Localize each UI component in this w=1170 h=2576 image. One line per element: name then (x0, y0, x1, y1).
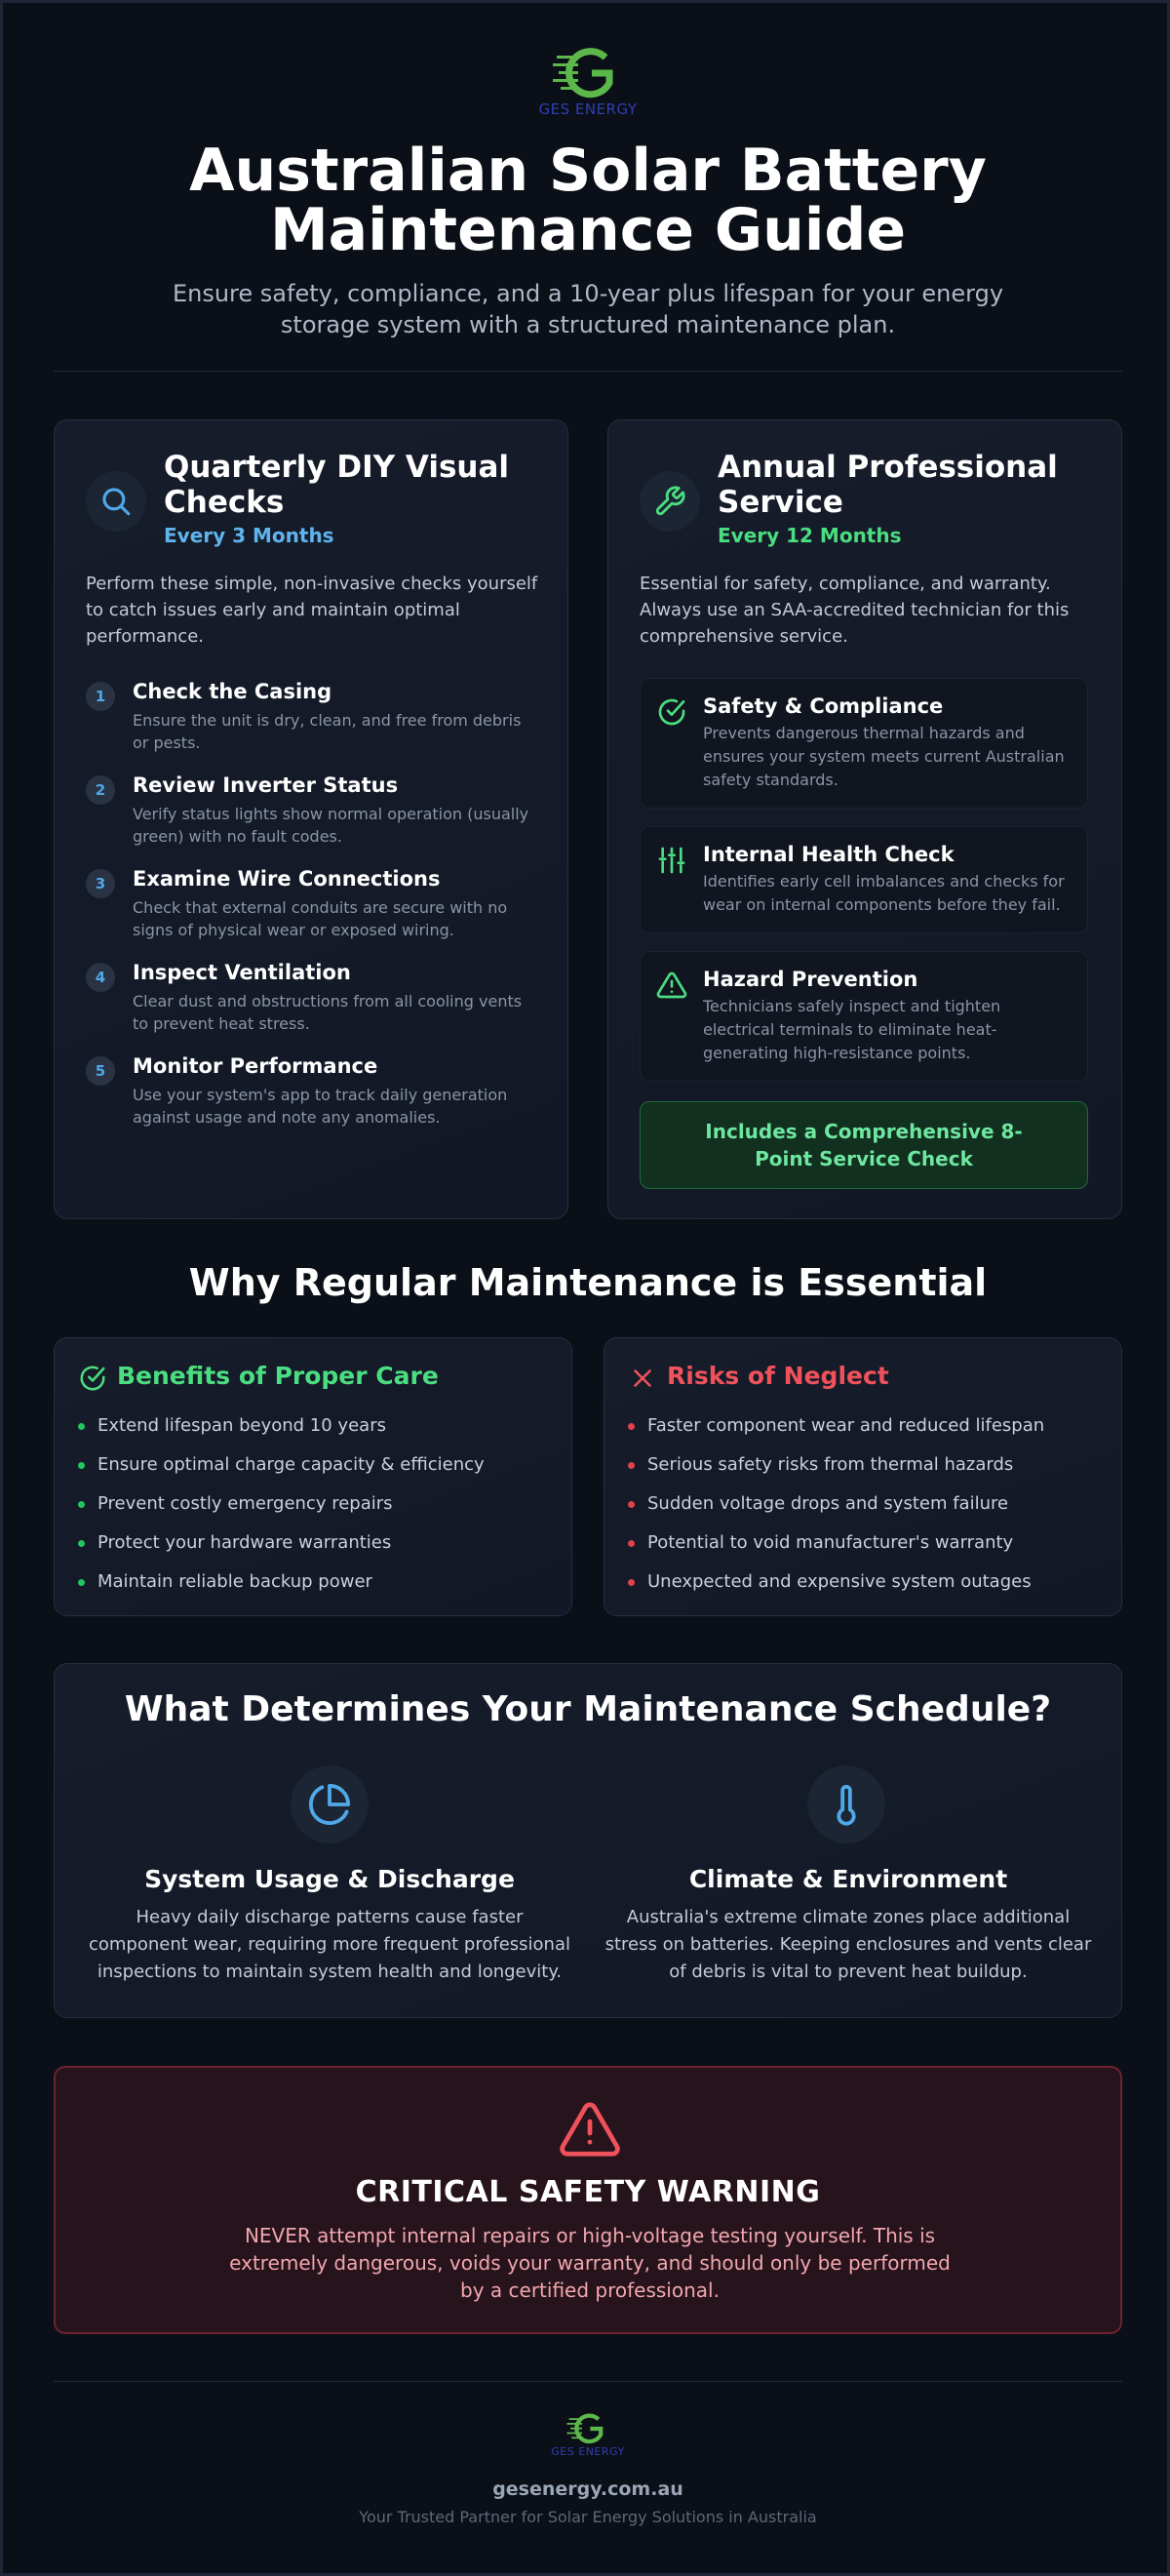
service-title: Hazard Prevention (703, 968, 918, 991)
risks-list (628, 1407, 1044, 1602)
service-title: Internal Health Check (703, 843, 955, 866)
list-item (628, 1485, 1044, 1524)
list-item-text: Protect your hardware warranties (98, 1532, 392, 1553)
usage-icon-wrap (291, 1765, 369, 1843)
schedule-heading: What Determines Your Maintenance Schedule? (124, 1689, 1052, 1729)
step-number: 2 (86, 775, 115, 805)
title-line-1: Australian Solar Battery (189, 137, 987, 205)
service-item (640, 826, 1088, 933)
brand-logo (3, 46, 1170, 118)
footer-tagline: Your Trusted Partner for Solar Energy Solutions in Australia (359, 2508, 817, 2526)
list-item-text: Sudden voltage drops and system failure (647, 1493, 1009, 1514)
footer-brand-name: GES ENERGY (551, 2445, 625, 2458)
service-item (640, 678, 1088, 809)
step-desc: Clear dust and obstructions from all cooling vents to prevent heat stress. (133, 992, 523, 1033)
close-icon (628, 1364, 657, 1393)
footer-logo (3, 2412, 1170, 2458)
benefits-title: Benefits of Proper Care (117, 1362, 439, 1390)
factor-title: System Usage & Discharge (144, 1865, 515, 1893)
service-desc: Technicians safely inspect and tighten electrical terminals to eliminate heat-generating high-resistance points. (703, 997, 1001, 1062)
list-item-text: Faster component wear and reduced lifespan (647, 1415, 1045, 1436)
bullet-dot (628, 1423, 635, 1430)
step-title: Review Inverter Status (133, 773, 399, 797)
list-item (78, 1524, 485, 1563)
quarterly-title-line-2: Checks (164, 485, 285, 520)
step-number: 5 (86, 1056, 115, 1086)
check-circle-icon (656, 696, 687, 728)
quarterly-title (164, 450, 554, 520)
bullet-dot (628, 1501, 635, 1508)
risks-title: Risks of Neglect (667, 1362, 889, 1390)
bullet-dot (78, 1579, 85, 1586)
quarterly-description: Perform these simple, non-invasive checks yourself to catch issues early and maintain optimal performance. (86, 574, 538, 647)
annual-title-line-1: Annual Professional (718, 450, 1058, 485)
annual-frequency: Every 12 Months (718, 524, 902, 547)
ges-logo-icon (549, 46, 627, 100)
annual-card (607, 419, 1122, 1219)
service-title: Safety & Compliance (703, 694, 944, 718)
brand-name: GES ENERGY (538, 100, 638, 118)
list-item-text: Extend lifespan beyond 10 years (98, 1415, 386, 1436)
service-check-highlight: Includes a Comprehensive 8-Point Service Check (640, 1101, 1088, 1189)
safety-warning (54, 2066, 1122, 2334)
quarterly-card (54, 419, 568, 1219)
annual-icon-wrap (640, 471, 700, 532)
factor-desc: Australia's extreme climate zones place additional stress on batteries. Keeping enclosures and vents clear of debris is vital to prevent heat buildup. (604, 1907, 1092, 1982)
ges-logo-icon (565, 2412, 611, 2445)
list-item (78, 1407, 485, 1446)
step-number: 1 (86, 682, 115, 711)
list-item (628, 1407, 1044, 1446)
list-item (78, 1563, 485, 1602)
list-item-text: Maintain reliable backup power (98, 1571, 372, 1592)
step-title: Inspect Ventilation (133, 961, 351, 984)
service-desc: Identifies early cell imbalances and checks for wear on internal components before they fail. (703, 872, 1065, 914)
schedule-card (54, 1663, 1122, 2018)
check-circle-icon (78, 1364, 107, 1393)
quarterly-title-line-1: Quarterly DIY Visual (164, 450, 510, 485)
wrench-icon (653, 485, 686, 518)
warning-icon (656, 970, 687, 1001)
list-item-text: Unexpected and expensive system outages (647, 1571, 1032, 1592)
step-desc: Use your system's app to track daily generation against usage and note any anomalies. (133, 1086, 508, 1127)
annual-title (718, 450, 1108, 520)
bullet-dot (78, 1540, 85, 1547)
service-desc: Prevents dangerous thermal hazards and ensures your system meets current Australian safety standards. (703, 724, 1065, 789)
list-item (78, 1446, 485, 1485)
step-title: Monitor Performance (133, 1054, 378, 1078)
list-item (628, 1563, 1044, 1602)
sliders-icon (656, 845, 687, 876)
list-item-text: Ensure optimal charge capacity & efficiency (98, 1454, 485, 1475)
why-heading: Why Regular Maintenance is Essential (188, 1261, 988, 1304)
list-item (628, 1524, 1044, 1563)
footer-website-link[interactable]: gesenergy.com.au (492, 2478, 683, 2500)
page-subtitle: Ensure safety, compliance, and a 10-year plus lifespan for your energy storage system with a structured maintenance plan. (172, 280, 1004, 338)
step-desc: Ensure the unit is dry, clean, and free from debris or pests. (133, 711, 522, 752)
bullet-dot (78, 1462, 85, 1469)
list-item-text: Potential to void manufacturer's warranty (647, 1532, 1014, 1553)
annual-title-line-2: Service (718, 485, 843, 520)
quarterly-icon-wrap (86, 471, 146, 532)
service-item (640, 951, 1088, 1082)
step-number: 4 (86, 963, 115, 992)
warning-text: NEVER attempt internal repairs or high-voltage testing yourself. This is extremely dangerous, voids your warranty, and should only be performed by a certified professional. (229, 2224, 951, 2302)
list-item (78, 1485, 485, 1524)
bullet-dot (628, 1579, 635, 1586)
bullet-dot (78, 1501, 85, 1508)
step-desc: Verify status lights show normal operation (usually green) with no fault codes. (133, 805, 529, 846)
quarterly-frequency: Every 3 Months (164, 524, 334, 547)
list-item-text: Serious safety risks from thermal hazards (647, 1454, 1014, 1475)
divider (54, 371, 1122, 372)
divider (54, 2381, 1122, 2382)
list-item (628, 1446, 1044, 1485)
bullet-dot (628, 1540, 635, 1547)
search-icon (99, 485, 133, 518)
step-desc: Check that external conduits are secure with no signs of physical wear or exposed wiring. (133, 898, 508, 939)
risks-card (604, 1337, 1122, 1616)
thermometer-icon (824, 1782, 869, 1827)
page-title (61, 137, 1114, 264)
step-number: 3 (86, 869, 115, 898)
bullet-dot (78, 1423, 85, 1430)
warning-title: CRITICAL SAFETY WARNING (355, 2175, 821, 2209)
annual-description: Essential for safety, compliance, and warranty. Always use an SAA-accredited technician for this comprehensive service. (640, 574, 1070, 647)
benefits-list (78, 1407, 485, 1602)
factor-title: Climate & Environment (688, 1865, 1008, 1893)
bullet-dot (628, 1462, 635, 1469)
title-line-2: Maintenance Guide (269, 196, 907, 264)
climate-icon-wrap (807, 1765, 885, 1843)
benefits-card (54, 1337, 572, 1616)
factor-desc: Heavy daily discharge patterns cause faster component wear, requiring more frequent professional inspections to maintain system health and longevity. (88, 1907, 570, 1982)
step-title: Check the Casing (133, 680, 332, 703)
warning-triangle-icon (559, 2101, 621, 2158)
list-item-text: Prevent costly emergency repairs (98, 1493, 393, 1514)
step-title: Examine Wire Connections (133, 867, 441, 891)
pie-chart-icon (307, 1782, 352, 1827)
